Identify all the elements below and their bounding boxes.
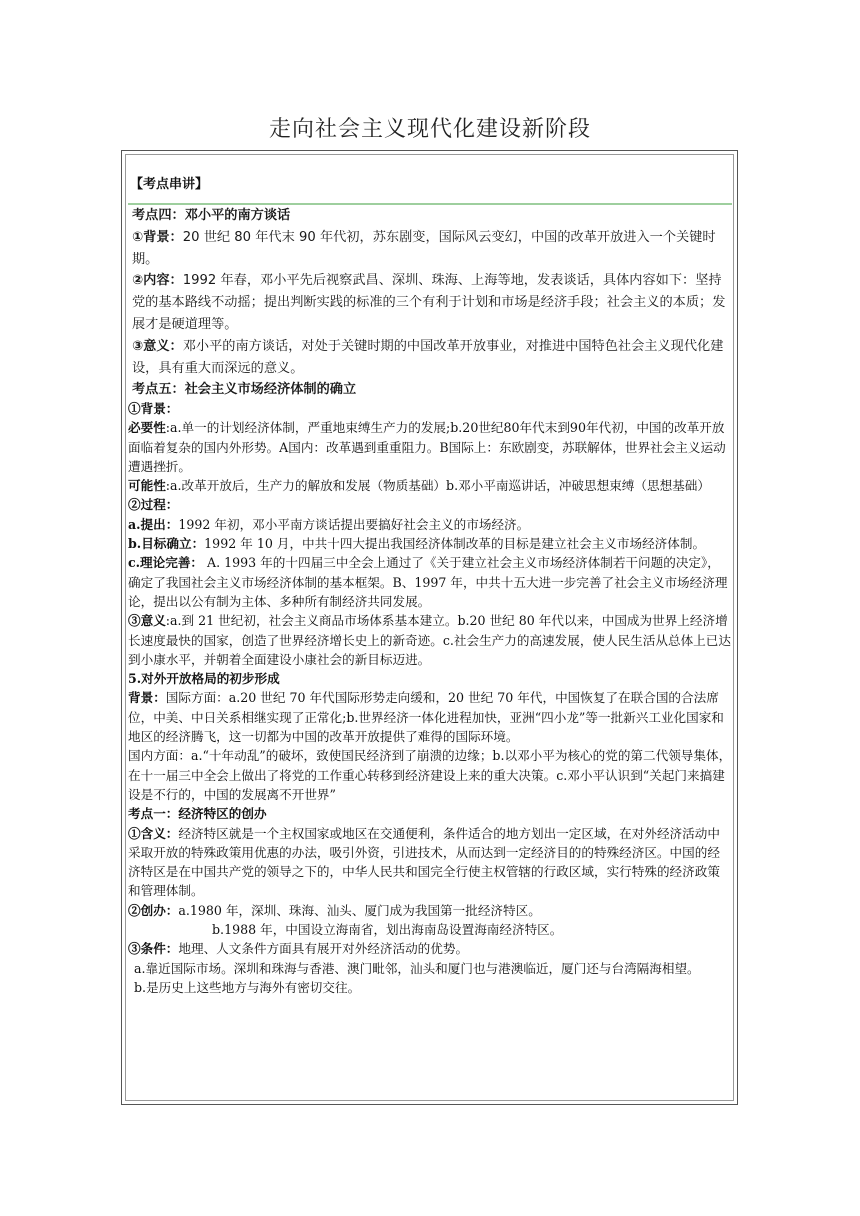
paragraph xyxy=(128,534,732,553)
para-label: ②过程： xyxy=(128,497,179,513)
para-label: 必要性 xyxy=(128,420,166,436)
paragraph xyxy=(128,611,732,669)
topic4-background-text: 20 世纪 80 年代末 90 年代初，苏东剧变，国际风云变幻，中国的改革开放进入一个关键时期。 xyxy=(132,229,716,267)
paragraph xyxy=(128,920,732,939)
para-label: b.目标确立： xyxy=(128,536,205,552)
para-label: ③条件： xyxy=(128,941,179,957)
paragraph xyxy=(128,824,732,901)
para-label: 5.对外开放格局的初步形成 xyxy=(128,671,280,687)
para-text: b.是历史上这些地方与海外有密切交往。 xyxy=(134,979,361,995)
paragraph xyxy=(128,959,732,978)
topic4-meaning-text: 邓小平的南方谈话，对处于关键时期的中国改革开放事业，对推进中国特色社会主义现代化建设，具有重大而深远的意义。 xyxy=(132,338,724,376)
para-text: 经济特区就是一个主权国家或地区在交通便利，条件适合的地方划出一定区域，在对外经济活动中采取开放的特殊政策用优惠的办法，吸引外资，引进技术，从而达到一定经济目的的特殊经济区。中国的经济特区是在中国共产党的领导之下的，中华人民共和国完全行使主权管辖的行政区域，实行特殊的经济政策和管理体制。 xyxy=(128,825,720,899)
paragraph xyxy=(128,804,732,823)
paragraph xyxy=(128,515,732,534)
para-label: 可能性 xyxy=(128,478,166,494)
para-label: ①含义： xyxy=(128,825,179,841)
para-label: ②创办： xyxy=(128,902,179,918)
para-label: ①背景： xyxy=(128,401,179,416)
paragraph xyxy=(128,399,732,418)
para-text: :a.到 21 世纪初，社会主义商品市场体系基本建立。b.20 世纪 80 年代以来，中国成为世界上经济增长速度最快的国家，创造了世界经济增长史上的新奇迹。c.社会生产力的高速发展，使人民生活从总体上已达到小康水平，并朝着全面建设小康社会的新目标迈进。 xyxy=(128,613,731,667)
topic4-meaning-label: ③意义： xyxy=(132,338,183,354)
paragraph xyxy=(128,476,732,495)
para-label: c.理论完善： xyxy=(128,555,204,571)
body-text xyxy=(128,399,732,997)
paragraph xyxy=(128,688,732,746)
para-label: a.提出： xyxy=(128,516,179,532)
page-title: 走向社会主义现代化建设新阶段 xyxy=(268,117,591,142)
topic4-content-label: ②内容： xyxy=(132,273,183,289)
para-text: 地理、人文条件方面具有展开对外经济活动的优势。 xyxy=(178,941,469,957)
section-heading: 【考点串讲】 xyxy=(130,177,209,192)
paragraph xyxy=(128,669,732,688)
para-text: 国际方面：a.20 世纪 70 年代国际形势走向缓和，20 世纪 70 年代，中国恢复了在联合国的合法席位，中美、中日关系相继实现了正常化;b.世界经济一体化进程加快，亚洲“四小龙”等一批新兴工业化国家和地区的经济腾飞，这一切都为中国的改革开放提供了难得的国际环境。 xyxy=(128,690,724,745)
topic4-title: 考点四：邓小平的南方谈话 xyxy=(132,208,291,223)
topic4-content-text: 1992 年春，邓小平先后视察武昌、深圳、珠海、上海等地，发表谈话，具体内容如下：坚持党的基本路线不动摇；提出判断实践的标准的三个有利于计划和市场是经济手段；社会主义的本质；发展才是硬道理等。 xyxy=(132,273,726,332)
paragraph xyxy=(128,939,732,958)
para-text: A. 1993 年的十四届三中全会上通过了《关于建立社会主义市场经济体制若干问题的决定》，确定了我国社会主义市场经济体制的基本框架。B、1997 年，中共十五大进一步完善了社会主义市场经济理论，提出以公有制为主体、多种所有制经济共同发展。 xyxy=(128,555,728,609)
para-text: :a.单一的计划经济体制，严重地束缚生产力的发展;b.20世纪80年代末到90年代初，中国的改革开放面临着复杂的国内外形势。A国内：改革遇到重重阻力。B国际上：东欧剧变，苏联解体，世界社会主义运动遭遇挫折。 xyxy=(128,420,726,474)
content-frame xyxy=(121,150,738,1105)
para-label: 背景： xyxy=(128,690,166,706)
paragraph xyxy=(128,901,732,920)
topic4-background-label: ①背景： xyxy=(132,229,183,245)
paragraph xyxy=(128,746,732,804)
paragraph xyxy=(128,978,732,997)
para-text: :a.改革开放后，生产力的解放和发展（物质基础）b.邓小平南巡讲话，冲破思想束缚（思想基础） xyxy=(165,478,710,494)
para-text: a.靠近国际市场。深圳和珠海与香港、澳门毗邻，汕头和厦门也与港澳临近，厦门还与台湾隔海相望。 xyxy=(134,960,700,976)
embedded-text-image xyxy=(128,203,732,398)
paragraph xyxy=(128,553,732,611)
para-text: a.1980 年，深圳、珠海、汕头、厦门成为我国第一批经济特区。 xyxy=(178,902,541,918)
para-text: 1992 年 10 月，中共十四大提出我国经济体制改革的目标是建立社会主义市场经济体制。 xyxy=(204,536,706,552)
para-text: b.1988 年，中国设立海南省，划出海南岛设置海南经济特区。 xyxy=(212,922,563,938)
topic5-title: 考点五：社会主义市场经济体制的确立 xyxy=(132,382,357,398)
para-label: 考点一：经济特区的创办 xyxy=(128,806,267,822)
para-text: 国内方面：a.“十年动乱”的破坏，致使国民经济到了崩溃的边缘；b.以邓小平为核心的党的第二代领导集体，在十一届三中全会上做出了将党的工作重心转移到经济建设上来的重大决策。c.邓小平认识到“关起门来搞建设是不行的，中国的发展离不开世界” xyxy=(128,748,732,802)
paragraph xyxy=(128,495,732,514)
paragraph xyxy=(128,418,732,476)
para-text: 1992 年初，邓小平南方谈话提出要搞好社会主义的市场经济。 xyxy=(178,516,530,532)
para-label: ③意义 xyxy=(128,613,166,629)
